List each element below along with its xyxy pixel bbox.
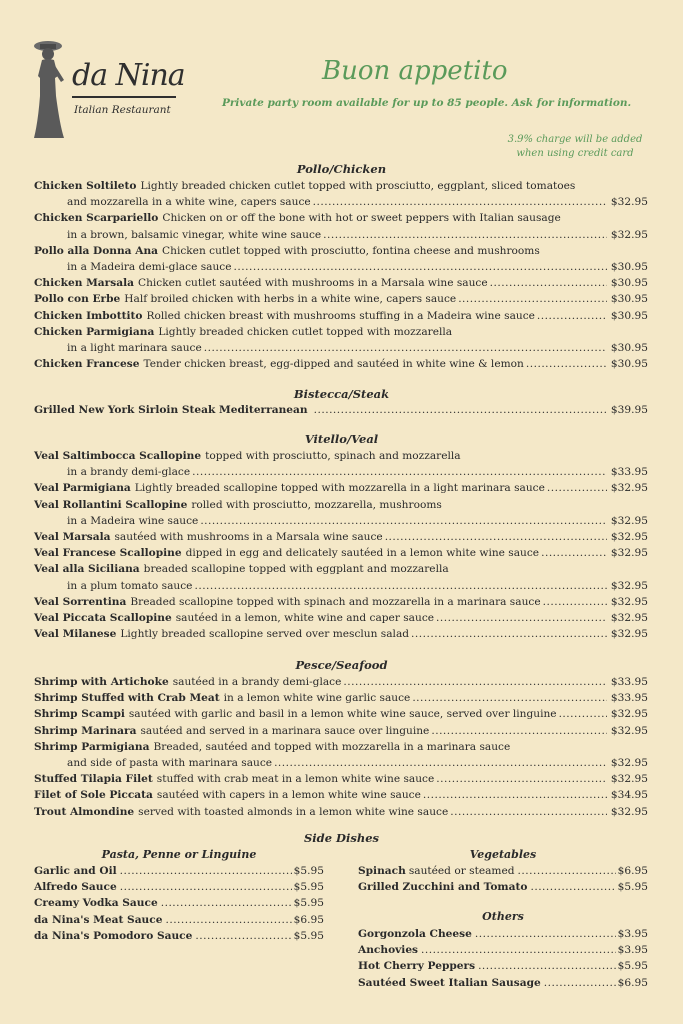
leader-dots	[313, 194, 607, 210]
menu-item-description: Chicken cutlet sautéed with mushrooms in a Marsala wine sauce	[137, 277, 488, 290]
credit-card-charge-note	[500, 133, 650, 161]
menu-item-description: Lightly breaded scallopine topped with mozzarella in a light marinara sauce	[134, 482, 545, 495]
menu-item-price: $32.95	[610, 196, 648, 209]
side-dish-price: $6.95	[617, 865, 648, 877]
leader-dots	[423, 787, 607, 803]
side-dish-row	[358, 958, 648, 974]
menu-item-name: Chicken Marsala	[34, 277, 134, 290]
leader-dots	[200, 513, 607, 529]
menu-item-price: $30.95	[610, 342, 648, 354]
menu-item-description: sautéed with garlic and basil in a lemon white wine sauce, served over linguine	[128, 708, 557, 721]
side-dish-name: Gorgonzola Cheese	[358, 928, 472, 940]
side-dish-name: Alfredo Sauce	[34, 881, 117, 894]
side-dish-row	[34, 863, 324, 879]
menu-item-row	[34, 739, 648, 755]
menu-item-description: Breaded, sautéed and topped with mozzarella in a marinara sauce	[153, 740, 511, 753]
menu-item-name: Veal Milanese	[34, 628, 117, 641]
leader-dots	[323, 227, 607, 243]
leader-dots	[544, 975, 616, 991]
menu-item-row	[67, 340, 648, 356]
menu-item-description: Half broiled chicken with herbs in a white wine, capers sauce	[124, 293, 457, 306]
leader-dots	[543, 594, 607, 610]
menu-item-row	[34, 448, 648, 464]
menu-item-name: Veal Sorrentina	[34, 595, 127, 608]
menu-item-name: Veal Francese Scallopine	[34, 547, 182, 560]
menu-item-name: Stuffed Tilapia Filet	[34, 773, 153, 786]
menu-item-row	[34, 497, 648, 513]
menu-item-row	[67, 194, 648, 210]
menu-item-row	[34, 529, 648, 545]
side-dish-row	[358, 942, 648, 958]
menu-item-price: $33.95	[610, 692, 648, 705]
menu-item-name: Chicken Scarpariello	[34, 212, 159, 225]
leader-dots	[559, 706, 607, 722]
menu-item-price: $32.95	[610, 724, 648, 737]
menu-item-name: Veal Rollantini Scallopine	[34, 498, 188, 511]
menu-item-row	[34, 804, 648, 820]
menu-item-price: $33.95	[610, 466, 648, 479]
menu-item-row	[67, 578, 648, 594]
leader-dots	[274, 755, 607, 771]
leader-dots	[161, 895, 292, 911]
menu-item-name: Grilled New York Sirloin Steak Mediterranean	[34, 404, 308, 416]
menu-item-row	[34, 545, 648, 561]
menu-item-price: $33.95	[610, 676, 648, 688]
menu-item-description: stuffed with crab meat in a lemon white wine sauce	[156, 773, 435, 786]
menu-item-name: Chicken Soltileto	[34, 180, 137, 192]
menu-item-description: rolled with prosciutto, mozzarella, mushrooms	[191, 498, 442, 511]
leader-dots	[234, 259, 607, 275]
side-dish-price: $3.95	[617, 944, 648, 957]
side-dish-name: Creamy Vodka Sauce	[34, 897, 158, 910]
section-title-steak: Bistecca/Steak	[293, 387, 390, 401]
menu-item-row	[34, 308, 648, 324]
menu-item-price: $30.95	[610, 277, 648, 290]
menu-item-row	[34, 210, 648, 226]
leader-dots	[431, 723, 607, 739]
charge-line-1: 3.9% charge will be added	[507, 134, 643, 145]
menu-item-price: $32.95	[610, 773, 648, 786]
menu-item-row	[34, 723, 648, 739]
logo-subtitle: Italian Restaurant	[74, 104, 171, 116]
menu-item-name: Shrimp with Artichoke	[34, 676, 169, 688]
menu-item-row	[67, 227, 648, 243]
menu-item-price: $32.95	[610, 628, 648, 641]
menu-item-row	[34, 275, 648, 291]
greeting-title: Buon appetito	[322, 56, 508, 86]
menu-item-description: Chicken cutlet topped with prosciutto, fontina cheese and mushrooms	[162, 244, 540, 257]
menu-item-row	[34, 291, 648, 307]
menu-item-name: Veal Saltimbocca Scallopine	[34, 450, 202, 462]
menu-item-description: sautéed with mushrooms in a Marsala wine sauce	[114, 531, 383, 543]
side-dish-description: sautéed or steamed	[408, 865, 515, 877]
menu-item-row	[34, 561, 648, 577]
leader-dots	[195, 928, 291, 944]
menu-item-description: served with toasted almonds in a lemon white wine sauce	[138, 805, 449, 818]
side-dish-price: $5.95	[617, 960, 648, 973]
others-column-title: Others	[482, 910, 524, 923]
menu-item-description: Lightly breaded scallopine served over mesclun salad	[120, 628, 410, 641]
leader-dots	[385, 529, 607, 545]
menu-item-row	[34, 324, 648, 340]
section-title-seafood: Pesce/Seafood	[295, 658, 388, 672]
menu-item-row	[34, 243, 648, 259]
menu-item-price: $34.95	[610, 789, 648, 802]
leader-dots	[436, 771, 607, 787]
pasta-column-title: Pasta, Penne or Linguine	[101, 848, 257, 861]
menu-item-row	[34, 356, 648, 372]
menu-item-price: $32.95	[610, 482, 648, 495]
menu-item-description: Breaded scallopine topped with spinach and mozzarella in a marinara sauce	[130, 595, 541, 608]
menu-item-row	[67, 755, 648, 771]
menu-item-description: sautéed and served in a marinara sauce over linguine	[140, 724, 430, 737]
menu-item-name: Veal Parmigiana	[34, 482, 131, 495]
menu-item-name: Trout Almondine	[34, 805, 135, 818]
leader-dots	[120, 879, 292, 895]
leader-dots	[204, 340, 607, 356]
menu-item-description: in a brown, balsamic vinegar, white wine sauce	[67, 228, 322, 241]
side-dish-name: Sautéed Sweet Italian Sausage	[358, 976, 541, 989]
menu-item-row	[34, 626, 648, 642]
leader-dots	[165, 912, 291, 928]
side-dish-row	[358, 926, 648, 942]
menu-item-price: $32.95	[610, 531, 648, 543]
menu-item-name: Veal Piccata Scallopine	[34, 612, 172, 624]
leader-dots	[530, 879, 615, 895]
leader-dots	[421, 942, 616, 958]
menu-item-price: $32.95	[610, 547, 648, 560]
menu-item-description: sautéed with capers in a lemon white wine sauce	[156, 789, 421, 802]
side-dish-price: $5.95	[293, 897, 324, 910]
menu-item-price: $39.95	[610, 404, 648, 416]
menu-item-price: $30.95	[610, 309, 648, 322]
menu-item-row	[34, 787, 648, 803]
leader-dots	[478, 958, 616, 974]
menu-item-price: $30.95	[610, 293, 648, 306]
menu-item-row	[34, 402, 648, 418]
logo-underline	[72, 96, 176, 98]
menu-item-description: in a lemon white wine garlic sauce	[223, 692, 411, 705]
side-dish-price: $5.95	[293, 865, 324, 877]
menu-item-description: Chicken on or off the bone with hot or sweet peppers with Italian sausage	[162, 212, 561, 225]
menu-item-price: $32.95	[610, 595, 648, 608]
side-dish-name: Grilled Zucchini and Tomato	[358, 881, 528, 894]
menu-item-row	[34, 690, 648, 706]
menu-item-name: Shrimp Scampi	[34, 708, 125, 721]
menu-item-description: in a Madeira demi-glace sauce	[67, 261, 232, 273]
charge-line-2: when using credit card	[516, 148, 634, 159]
menu-item-description: Rolled chicken breast with mushrooms stuffing in a Madeira wine sauce	[146, 309, 535, 322]
menu-item-row	[34, 706, 648, 722]
leader-dots	[436, 610, 607, 626]
leader-dots	[194, 578, 606, 594]
menu-item-description: sautéed in a lemon, white wine and caper sauce	[175, 612, 435, 624]
menu-item-name: Chicken Francese	[34, 358, 140, 371]
private-party-note: Private party room available for up to 85 people. Ask for information.	[222, 97, 632, 109]
menu-item-name: Veal Marsala	[34, 531, 111, 543]
leader-dots	[411, 626, 607, 642]
side-dish-name: Anchovies	[358, 944, 419, 957]
section-title-chicken: Pollo/Chicken	[296, 162, 387, 176]
side-dish-price: $5.95	[293, 881, 324, 894]
side-dish-row	[358, 863, 648, 879]
side-dish-price: $5.95	[617, 881, 648, 894]
menu-item-description: and side of pasta with marinara sauce	[67, 757, 273, 769]
side-dish-row	[34, 912, 324, 928]
side-dish-price: $5.95	[293, 929, 324, 942]
menu-item-row	[67, 464, 648, 480]
side-dish-row	[34, 928, 324, 944]
leader-dots	[314, 402, 607, 418]
menu-item-name: Shrimp Stuffed with Crab Meat	[34, 692, 220, 705]
menu-item-description: in a plum tomato sauce	[67, 579, 193, 592]
menu-item-name: Pollo con Erbe	[34, 293, 121, 306]
leader-dots	[475, 926, 616, 942]
leader-dots	[537, 308, 607, 324]
side-dish-price: $6.95	[617, 976, 648, 989]
section-title-veal: Vitello/Veal	[304, 432, 379, 446]
side-dish-row	[358, 975, 648, 991]
side-dish-name: Garlic and Oil	[34, 865, 117, 877]
side-dish-name: Spinach	[358, 865, 406, 877]
menu-item-description: Lightly breaded chicken cutlet topped with prosciutto, eggplant, sliced tomatoes	[140, 180, 576, 192]
menu-item-description: and mozzarella in a white wine, capers sauce	[67, 196, 311, 209]
vegetables-column-title: Vegetables	[469, 848, 537, 861]
leader-dots	[541, 545, 607, 561]
menu-item-description: in a Madeira wine sauce	[67, 514, 199, 527]
menu-item-name: Chicken Parmigiana	[34, 325, 155, 338]
menu-item-price: $32.95	[610, 579, 648, 592]
menu-item-price: $30.95	[610, 261, 648, 273]
logo-name: da Nina	[72, 58, 185, 93]
menu-item-description: breaded scallopine topped with eggplant and mozzarella	[143, 563, 449, 576]
leader-dots	[412, 690, 607, 706]
menu-item-row	[67, 513, 648, 529]
side-dish-row	[34, 895, 324, 911]
menu-item-row	[34, 594, 648, 610]
lady-figure-logo-icon	[28, 36, 72, 140]
menu-item-row	[34, 771, 648, 787]
menu-item-name: Filet of Sole Piccata	[34, 789, 153, 802]
menu-item-description: sautéed in a brandy demi-glace	[172, 676, 342, 688]
leader-dots	[450, 804, 607, 820]
menu-item-row	[34, 674, 648, 690]
menu-item-row	[34, 480, 648, 496]
menu-item-price: $32.95	[610, 612, 648, 624]
menu-item-name: Shrimp Parmigiana	[34, 740, 150, 753]
menu-item-row	[34, 610, 648, 626]
menu-item-description: Lightly breaded chicken cutlet topped with mozzarella	[158, 325, 453, 338]
menu-item-description: in a light marinara sauce	[67, 342, 202, 354]
menu-item-price: $32.95	[610, 805, 648, 818]
menu-item-description: Tender chicken breast, egg-dipped and sautéed in white wine & lemon	[143, 358, 524, 371]
side-dish-name: da Nina's Meat Sauce	[34, 913, 163, 926]
menu-item-price: $32.95	[610, 228, 648, 241]
leader-dots	[490, 275, 607, 291]
menu-item-price: $30.95	[610, 358, 648, 371]
leader-dots	[547, 480, 607, 496]
side-dish-row	[358, 879, 648, 895]
menu-item-price: $32.95	[610, 514, 648, 527]
section-title-sides: Side Dishes	[303, 831, 379, 845]
menu-item-price: $32.95	[610, 757, 648, 769]
side-dish-name: da Nina's Pomodoro Sauce	[34, 929, 193, 942]
menu-item-description: in a brandy demi-glace	[67, 466, 191, 479]
side-dish-name: Hot Cherry Peppers	[358, 960, 476, 973]
side-dish-row	[34, 879, 324, 895]
leader-dots	[518, 863, 616, 879]
menu-item-name: Chicken Imbottito	[34, 309, 143, 322]
menu-item-name: Veal alla Siciliana	[34, 563, 140, 576]
leader-dots	[343, 674, 607, 690]
side-dish-price: $6.95	[293, 913, 324, 926]
leader-dots	[192, 464, 607, 480]
leader-dots	[458, 291, 607, 307]
menu-item-price: $32.95	[610, 708, 648, 721]
menu-item-name: Pollo alla Donna Ana	[34, 244, 159, 257]
leader-dots	[120, 863, 292, 879]
menu-item-name: Shrimp Marinara	[34, 724, 137, 737]
side-dish-price: $3.95	[617, 928, 648, 940]
menu-item-description: dipped in egg and delicately sautéed in a lemon white wine sauce	[185, 547, 540, 560]
menu-item-row	[67, 259, 648, 275]
leader-dots	[526, 356, 607, 372]
menu-item-description: topped with prosciutto, spinach and mozzarella	[205, 450, 461, 462]
menu-item-row	[34, 178, 648, 194]
